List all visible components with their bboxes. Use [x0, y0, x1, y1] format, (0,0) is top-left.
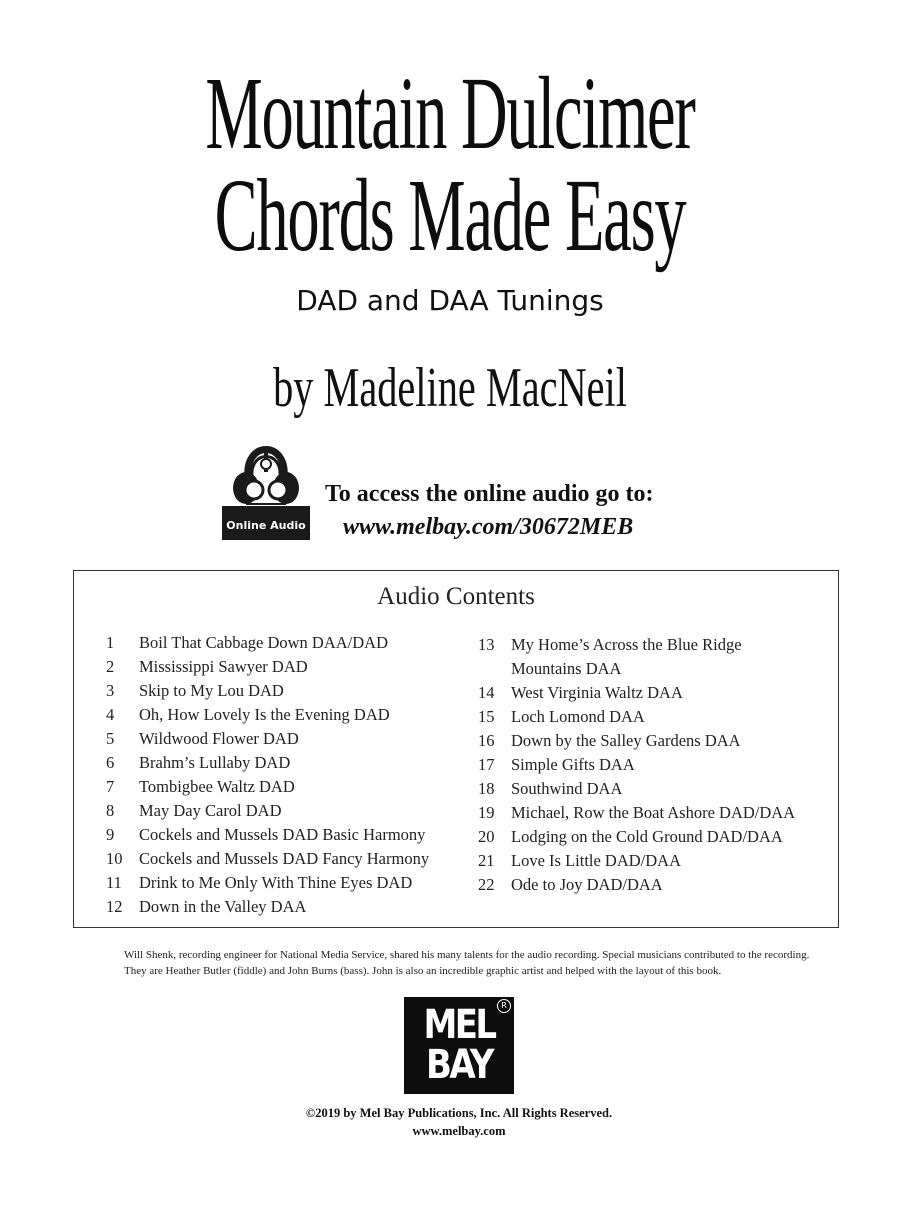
title-line-2: Chords Made Easy: [214, 158, 686, 273]
track-item: 7 Tombigbee Waltz DAD: [106, 777, 295, 796]
recording-credits: Will Shenk, recording engineer for National Media Service, shared his many talents for the audio recording. Special musicians contributed to the recording. They are Heather Butler (fiddle) and John Burns (bass). John is also an incredible graphic artist and helped with the layout of this book.: [124, 949, 810, 977]
track-list-left: [106, 631, 486, 919]
logo-text-mel: MEL: [423, 1002, 495, 1048]
track-item: 8 May Day Carol DAD: [106, 801, 282, 820]
headphones-icon: [222, 430, 310, 540]
registered-mark-icon: R: [497, 999, 511, 1013]
audio-url-link[interactable]: www.melbay.com/30672MEB: [343, 514, 634, 540]
website-link[interactable]: www.melbay.com: [412, 1124, 506, 1138]
audio-access-text: To access the online audio go to:: [325, 481, 654, 507]
track-item: 21 Love Is Little DAD/DAA: [478, 851, 682, 870]
track-item: 4 Oh, How Lovely Is the Evening DAD: [106, 705, 390, 724]
track-item: 15 Loch Lomond DAA: [478, 707, 645, 726]
online-audio-label: Online Audio: [226, 519, 306, 532]
track-item: 11 Drink to Me Only With Thine Eyes DAD: [106, 873, 413, 892]
track-item: 22 Ode to Joy DAD/DAA: [478, 875, 663, 894]
author-byline: by Madeline MacNeil: [273, 357, 627, 419]
audio-contents-box: [73, 570, 839, 928]
track-item: 14 West Virginia Waltz DAA: [478, 683, 683, 702]
track-list-right: [478, 633, 828, 897]
online-audio-badge: [222, 430, 310, 540]
track-item: 6 Brahm’s Lullaby DAD: [106, 753, 291, 772]
track-item: 10 Cockels and Mussels DAD Fancy Harmony: [106, 849, 430, 868]
track-item: 13 My Home’s Across the Blue Ridge Mountains DAA: [478, 635, 742, 678]
mel-bay-logo: [404, 997, 514, 1094]
track-item: 3 Skip to My Lou DAD: [106, 681, 284, 700]
track-item: 20 Lodging on the Cold Ground DAD/DAA: [478, 827, 783, 846]
track-item: 18 Southwind DAA: [478, 779, 623, 798]
subtitle: DAD and DAA Tunings: [296, 284, 604, 317]
track-item: 12 Down in the Valley DAA: [106, 897, 307, 916]
audio-contents-heading: Audio Contents: [377, 583, 535, 610]
track-item: 19 Michael, Row the Boat Ashore DAD/DAA: [478, 803, 796, 822]
logo-text-bay: BAY: [426, 1042, 492, 1088]
copyright-notice: ©2019 by Mel Bay Publications, Inc. All Rights Reserved.: [305, 1106, 613, 1120]
track-item: 2 Mississippi Sawyer DAD: [106, 657, 308, 676]
track-item: 1 Boil That Cabbage Down DAA/DAD: [106, 633, 388, 652]
track-item: 16 Down by the Salley Gardens DAA: [478, 731, 741, 750]
title-line-1: Mountain Dulcimer: [205, 56, 695, 171]
track-item: 17 Simple Gifts DAA: [478, 755, 635, 774]
track-item: 5 Wildwood Flower DAD: [106, 729, 299, 748]
track-item: 9 Cockels and Mussels DAD Basic Harmony: [106, 825, 426, 844]
